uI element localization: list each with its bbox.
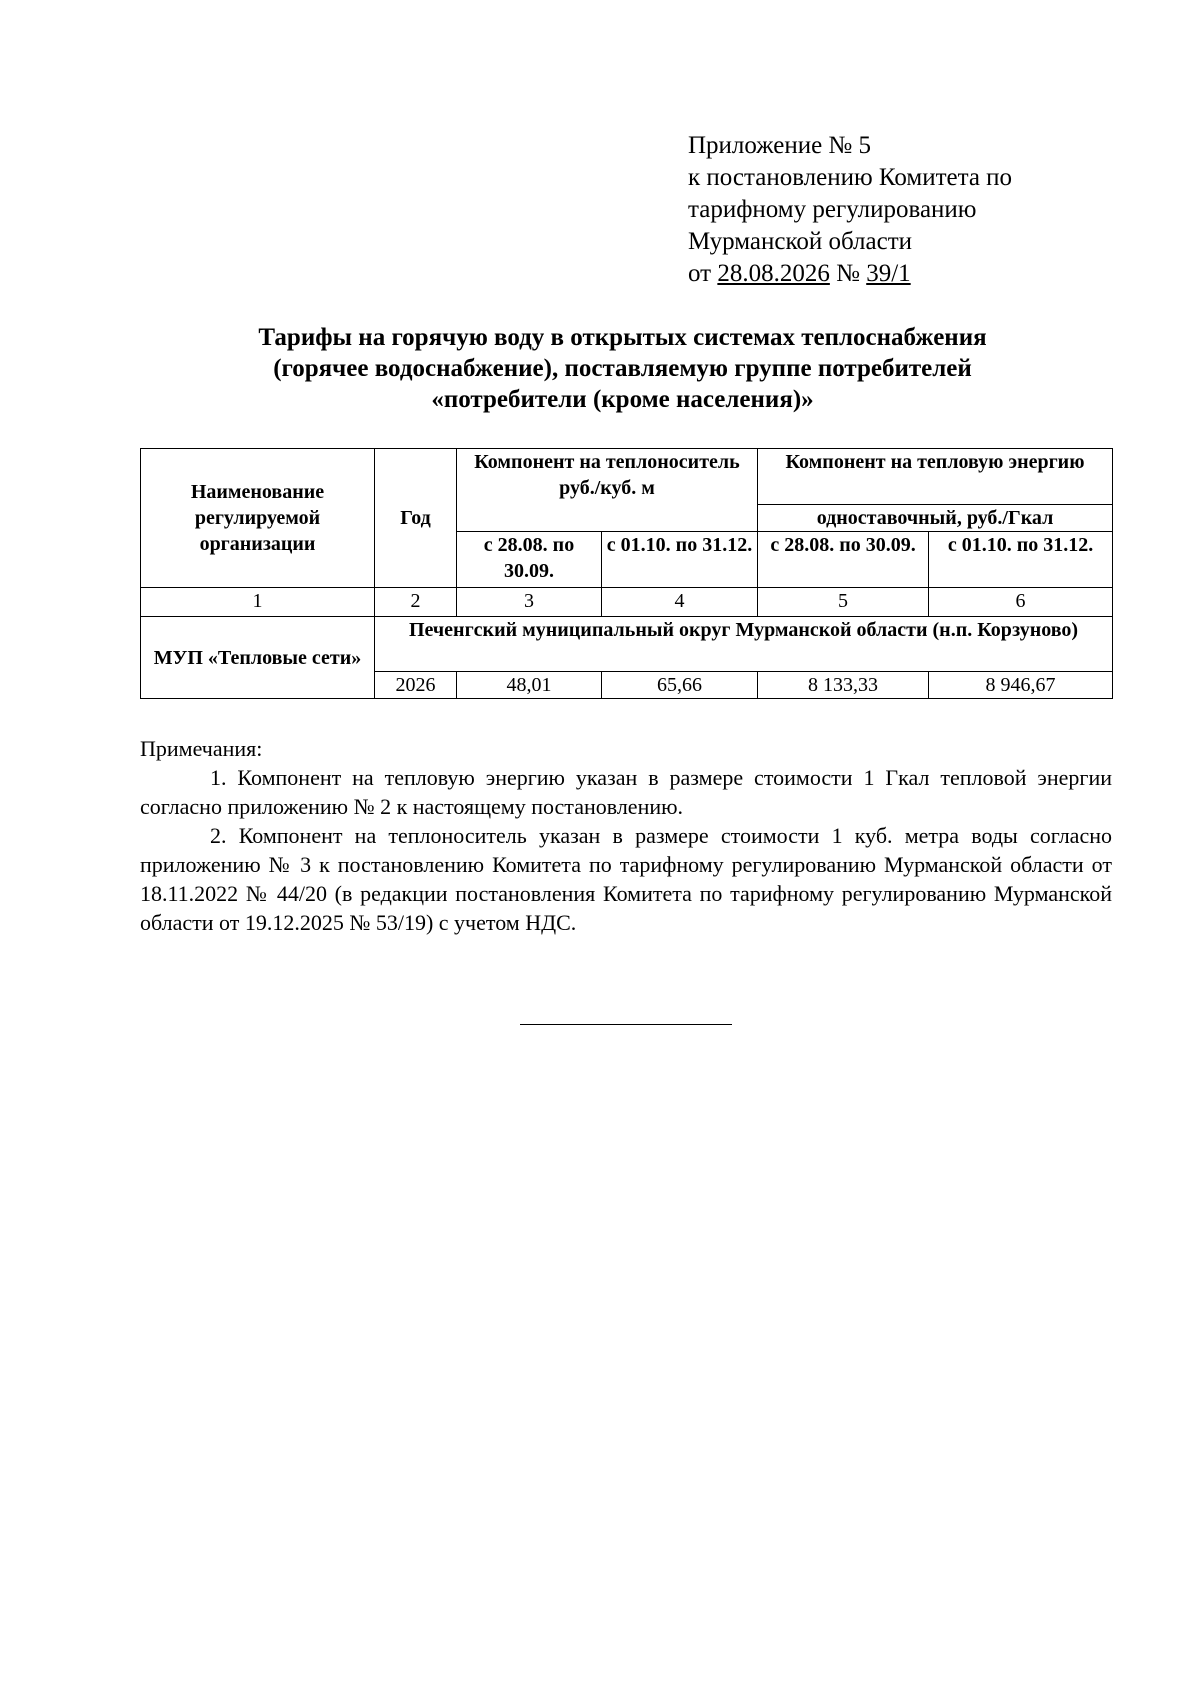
value-cell: 48,01 xyxy=(457,672,602,699)
value-cell: 8 133,33 xyxy=(758,672,929,699)
notes-label: Примечания: xyxy=(140,736,263,761)
note-item: 2. Компонент на теплоноситель указан в размере стоимости 1 куб. метра воды согласно приложению № 3 к постановлению Комитета по тарифному регулированию Мурманской области от 18.11.2022 № 44/20 (в редакции постановления Комитета по тарифному регулированию Мурманской области от 19.12.2025 № 53/19) с учетом НДС. xyxy=(140,823,1112,935)
tariff-table xyxy=(140,448,1113,699)
region-name: Печенгский муниципальный округ Мурманской области (н.п. Корзуново) xyxy=(375,617,1113,672)
column-number: 2 xyxy=(375,588,457,617)
attachment-header xyxy=(688,130,1012,290)
header-org: Наименование регулируемой организации xyxy=(141,449,375,588)
number-sign: № xyxy=(836,260,860,287)
attachment-date-line xyxy=(688,258,1012,290)
organization-name: МУП «Тепловые сети» xyxy=(141,617,375,699)
resolution-number: 39/1 xyxy=(866,260,911,287)
header-row xyxy=(141,449,1113,505)
header-energy-rate-type: одноставочный, руб./Гкал xyxy=(758,504,1113,531)
note-item: 1. Компонент на тепловую энергию указан в размере стоимости 1 Гкал тепловой энергии согласно приложению № 2 к настоящему постановлению. xyxy=(140,765,1112,819)
column-number: 3 xyxy=(457,588,602,617)
header-year: Год xyxy=(375,449,457,588)
header-energy-component: Компонент на тепловую энергию xyxy=(758,449,1113,505)
period-cell: с 01.10. по 31.12. xyxy=(602,532,758,588)
column-number: 6 xyxy=(929,588,1113,617)
notes-section xyxy=(140,734,1112,937)
period-cell: с 01.10. по 31.12. xyxy=(929,532,1113,588)
column-number-row xyxy=(141,588,1113,617)
title-line: Тарифы на горячую воду в открытых системах теплоснабжения xyxy=(258,324,987,351)
attachment-line: тарифному регулированию xyxy=(688,196,977,223)
year-cell: 2026 xyxy=(375,672,457,699)
date-prefix: от xyxy=(688,260,712,287)
attachment-line: Приложение № 5 xyxy=(688,132,872,159)
resolution-date: 28.08.2026 xyxy=(717,260,830,287)
attachment-line: Мурманской области xyxy=(688,228,913,255)
column-number: 5 xyxy=(758,588,929,617)
header-carrier-component: Компонент на теплоноситель руб./куб. м xyxy=(457,449,758,532)
region-row xyxy=(141,617,1113,672)
column-number: 4 xyxy=(602,588,758,617)
value-cell: 8 946,67 xyxy=(929,672,1113,699)
value-cell: 65,66 xyxy=(602,672,758,699)
title-line: (горячее водоснабжение), поставляемую группе потребителей xyxy=(273,355,972,382)
period-cell: с 28.08. по 30.09. xyxy=(457,532,602,588)
attachment-line: к постановлению Комитета по xyxy=(688,164,1013,191)
document-title xyxy=(130,322,1115,415)
title-line: «потребители (кроме населения)» xyxy=(431,386,814,413)
period-cell: с 28.08. по 30.09. xyxy=(758,532,929,588)
closing-line xyxy=(520,1024,732,1025)
column-number: 1 xyxy=(141,588,375,617)
